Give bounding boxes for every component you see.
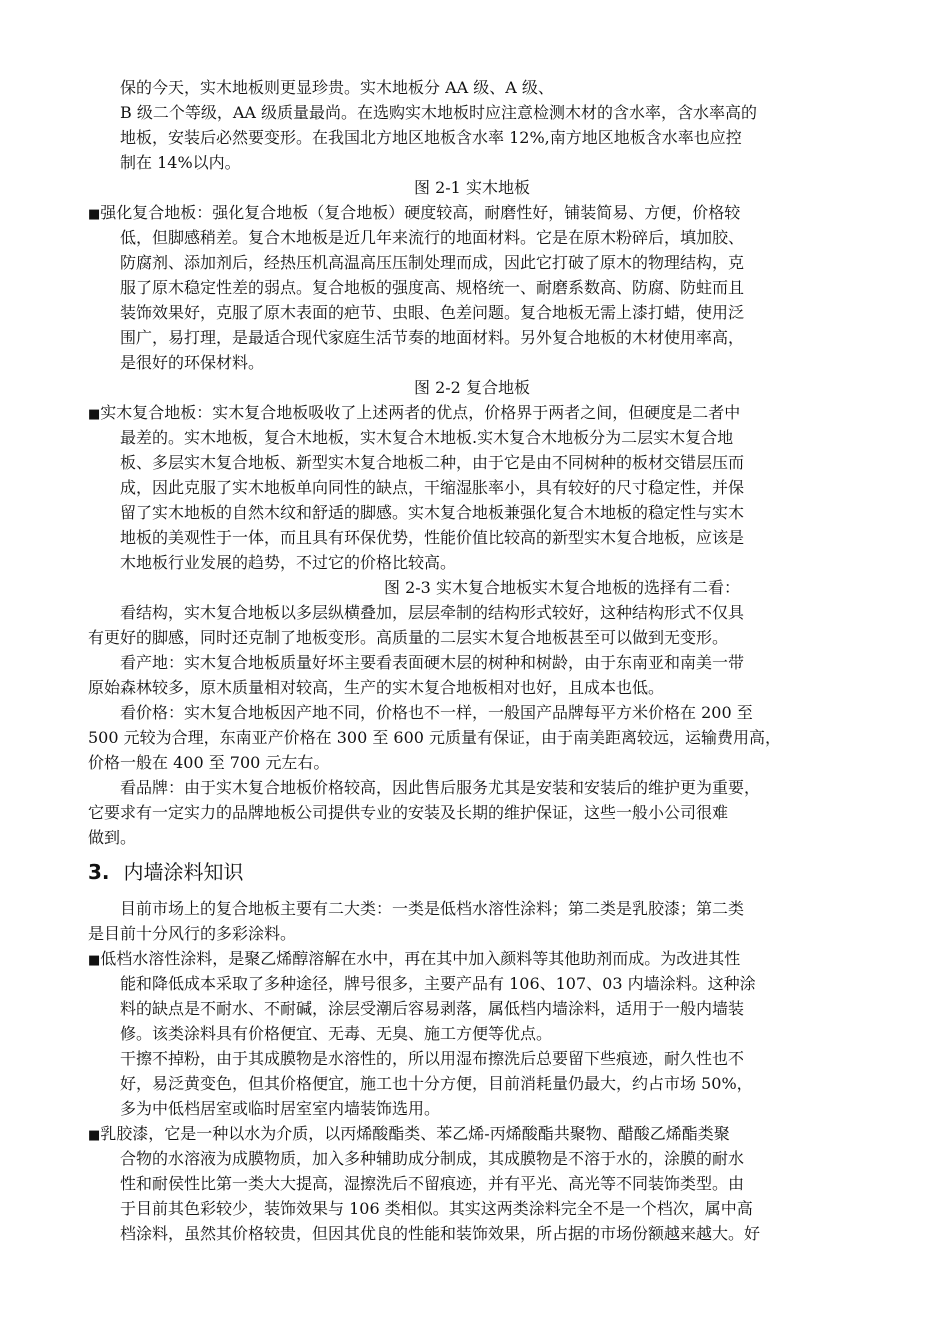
intro-line: 保的今天，实木地板则更显珍贵。实木地板分 AA 级、A 级、 [120,78,554,97]
laminate-first-line [88,201,740,227]
laminate-line: 是很好的环保材料。 [120,353,265,372]
latex-line: 档涂料，虽然其价格较贵，但因其优良的性能和装饰效果，所占据的市场份额越来越大。好 [120,1224,761,1243]
tip-brand-line: 它要求有一定实力的品牌地板公司提供专业的安装及长期的维护保证，这些一般小公司很难 [88,803,729,822]
figure-caption-2-2: 图 2-2 复合地板 [414,378,530,397]
figure-caption-2-1: 图 2-1 实木地板 [414,178,530,197]
lowgrade-line: 低档水溶性涂料，是聚乙烯醇溶解在水中，再在其中加入颜料等其他助剂而成。为改进其性 [100,949,741,968]
laminate-line: 低，但脚感稍差。复合木地板是近几年来流行的地面材料。它是在原木粉碎后，填加胶、 [120,228,745,247]
section-title: 内墙涂料知识 [123,860,244,884]
latex-line: 乳胶漆，它是一种以水为介质，以丙烯酸酯类、苯乙烯-丙烯酸酯共聚物、醋酸乙烯酯类聚 [100,1124,730,1143]
section3-intro-line: 是目前十分风行的多彩涂料。 [88,924,297,943]
tip-brand-line: 做到。 [88,828,137,847]
figure-caption-2-3: 图 2-3 实木复合地板实木复合地板的选择有二看： [384,578,740,597]
latex-first-line [88,1122,730,1148]
intro-line: B 级二个等级，AA 级质量最尚。在选购实木地板时应注意检测木材的含水率，含水率高的 [120,103,758,122]
bullet-square-icon: ■ [88,407,101,422]
bullet-square-icon: ■ [88,953,101,968]
latex-line: 合物的水溶液为成膜物质，加入多种辅助成分制成，其成膜物是不溶于水的，涂膜的耐水 [120,1149,745,1168]
engineered-line: 板、多层实木复合地板、新型实木复合地板二种，由于它是由不同树种的板材交错层压而 [120,453,745,472]
tip-structure-line: 看结构，实木复合地板以多层纵横叠加，层层牵制的结构形式较好，这种结构形式不仅具 [120,603,745,622]
tip-brand-line: 看品牌：由于实木复合地板价格较高，因此售后服务尤其是安装和安装后的维护更为重要， [120,778,761,797]
tip-price-line: 看价格：实木复合地板因产地不同，价格也不一样，一般国产品牌每平方米价格在 200 至 [120,703,753,722]
lowgrade-line: 多为中低档居室或临时居室室内墙装饰选用。 [120,1099,441,1118]
engineered-first-line [88,401,740,427]
lowgrade-line: 能和降低成本采取了多种途径，牌号很多，主要产品有 106、107、03 内墙涂料。这种涂 [120,974,756,993]
laminate-line: 围广，易打理，是最适合现代家庭生活节奏的地面材料。另外复合地板的木材使用率高， [120,328,745,347]
tip-origin-line: 看产地：实木复合地板质量好坏主要看表面硬木层的树种和树龄，由于东南亚和南美一带 [120,653,745,672]
tip-origin-line: 原始森林较多，原木质量相对较高，生产的实木复合地板相对也好，且成本也低。 [88,678,665,697]
lowgrade-first-line [88,947,740,973]
lowgrade-line: 修。该类涂料具有价格便宜、无毒、无臭、施工方便等优点。 [120,1024,553,1043]
engineered-line: 最差的。实木地板，复合木地板，实木复合木地板.实木复合木地板分为二层实木复合地 [120,428,734,447]
bullet-square-icon: ■ [88,207,101,222]
latex-line: 于目前其色彩较少，装饰效果与 106 类相似。其实这两类涂料完全不是一个档次，属中高 [120,1199,753,1218]
tip-structure-line: 有更好的脚感，同时还克制了地板变形。高质量的二层实木复合地板甚至可以做到无变形。 [88,628,729,647]
lowgrade-line: 好，易泛黄变色，但其价格便宜，施工也十分方便，目前消耗量仍最大，约占市场 50%， [120,1074,753,1093]
lowgrade-line: 干擦不掉粉，由于其成膜物是水溶性的，所以用湿布擦洗后总要留下些痕迹，耐久性也不 [120,1049,745,1068]
bullet-square-icon: ■ [88,1128,101,1143]
lowgrade-line: 料的缺点是不耐水、不耐碱，涂层受潮后容易剥落，属低档内墙涂料，适用于一般内墙装 [120,999,745,1018]
section-heading [88,858,244,886]
engineered-line: 成，因此克服了实木地板单向同性的缺点，干缩湿胀率小，具有较好的尺寸稳定性，并保 [120,478,745,497]
latex-line: 性和耐侯性比第一类大大提高，湿擦洗后不留痕迹，并有平光、高光等不同装饰类型。由 [120,1174,745,1193]
engineered-line: 地板的美观性于一体，而且具有环保优势，性能价值比较高的新型实木复合地板，应该是 [120,528,745,547]
engineered-line: 实木复合地板：实木复合地板吸收了上述两者的优点，价格界于两者之间，但硬度是二者中 [100,403,741,422]
tip-price-line: 价格一般在 400 至 700 元左右。 [88,753,330,772]
intro-line: 制在 14%以内。 [120,153,241,172]
laminate-line: 防腐剂、添加剂后，经热压机高温高压压制处理而成，因此它打破了原木的物理结构，克 [120,253,745,272]
laminate-line: 强化复合地板：强化复合地板（复合地板）硬度较高，耐磨性好，铺装简易、方便，价格较 [100,203,741,222]
section3-intro-line: 目前市场上的复合地板主要有二大类：一类是低档水溶性涂料；第二类是乳胶漆；第二类 [120,899,745,918]
laminate-line: 服了原木稳定性差的弱点。复合地板的强度高、规格统一、耐磨系数高、防腐、防蛀而且 [120,278,745,297]
section-number: 3. [88,860,110,884]
laminate-line: 装饰效果好，克服了原木表面的疤节、虫眼、色差问题。复合地板无需上漆打蜡，使用泛 [120,303,745,322]
engineered-line: 木地板行业发展的趋势，不过它的价格比较高。 [120,553,457,572]
engineered-line: 留了实木地板的自然木纹和舒适的脚感。实木复合地板兼强化复合木地板的稳定性与实木 [120,503,745,522]
tip-price-line: 500 元较为合理，东南亚产价格在 300 至 600 元质量有保证，由于南美距离较远，运输费用高， [88,728,782,747]
intro-line: 地板，安装后必然要变形。在我国北方地区地板含水率 12%,南方地区地板含水率也应控 [120,128,742,147]
